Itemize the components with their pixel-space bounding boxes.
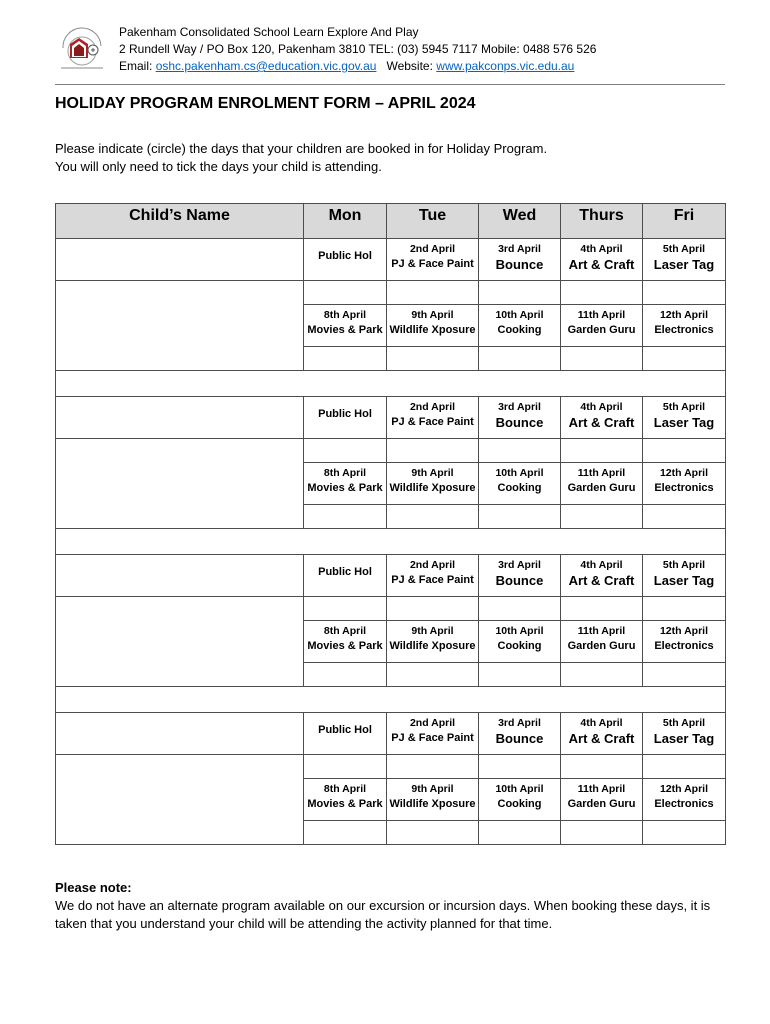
day-cell-week2-mon[interactable]	[304, 463, 387, 505]
day-date: 9th April	[411, 309, 454, 321]
child-name-cell[interactable]	[56, 281, 304, 371]
email-label: Email:	[119, 59, 153, 73]
day-activity: Bounce	[495, 731, 544, 746]
tick-cell[interactable]	[561, 663, 643, 687]
day-activity: Art & Craft	[568, 731, 635, 746]
tick-cell[interactable]	[387, 505, 479, 529]
public-holiday-label: Public Hol	[318, 724, 372, 736]
tick-cell[interactable]	[304, 281, 387, 305]
day-date: 11th April	[577, 625, 626, 637]
child-name-cell[interactable]	[56, 439, 304, 529]
day-activity: Electronics	[654, 324, 714, 336]
tick-cell[interactable]	[387, 347, 479, 371]
child-name-cell[interactable]	[56, 755, 304, 845]
day-activity: Wildlife Xposure	[389, 640, 476, 652]
day-cell-week2-fri[interactable]	[643, 621, 726, 663]
day-cell-week1-wed[interactable]	[479, 239, 561, 281]
intro-line-1: Please indicate (circle) the days that your children are booked in for Holiday Program.	[55, 141, 548, 156]
tick-cell[interactable]	[304, 439, 387, 463]
tick-cell[interactable]	[643, 663, 726, 687]
day-date: 4th April	[580, 559, 623, 571]
day-cell-week2-mon[interactable]	[304, 305, 387, 347]
day-activity: Bounce	[495, 257, 544, 272]
day-date: 8th April	[323, 467, 367, 479]
day-activity: PJ & Face Paint	[391, 416, 474, 428]
day-cell-week1-tue[interactable]	[387, 239, 479, 281]
day-cell-week2-wed[interactable]	[479, 463, 561, 505]
day-date: 12th April	[659, 625, 709, 637]
day-activity: Bounce	[495, 415, 544, 430]
tick-cell[interactable]	[479, 597, 561, 621]
day-cell-week2-wed[interactable]	[479, 779, 561, 821]
tick-cell[interactable]	[387, 821, 479, 845]
tick-cell[interactable]	[387, 755, 479, 779]
day-cell-week2-tue[interactable]	[387, 779, 479, 821]
day-date: 9th April	[411, 625, 454, 637]
day-activity: Cooking	[497, 324, 542, 336]
day-activity: Garden Guru	[567, 482, 636, 494]
day-activity: Cooking	[497, 640, 542, 652]
child-name-cell[interactable]	[56, 397, 304, 439]
enrolment-table	[55, 203, 726, 845]
tick-cell[interactable]	[561, 505, 643, 529]
day-date: 5th April	[662, 243, 706, 255]
day-activity: Cooking	[497, 482, 542, 494]
day-activity: Bounce	[495, 573, 544, 588]
day-date: 5th April	[662, 717, 706, 729]
day-cell-week2-fri[interactable]	[643, 463, 726, 505]
day-date: 2nd April	[409, 243, 456, 255]
day-activity: Laser Tag	[653, 257, 715, 272]
day-cell-week2-tue[interactable]	[387, 621, 479, 663]
day-date: 3rd April	[498, 243, 541, 255]
day-date: 11th April	[577, 783, 626, 795]
day-date: 3rd April	[498, 401, 541, 413]
tick-cell[interactable]	[561, 347, 643, 371]
tick-cell[interactable]	[643, 821, 726, 845]
day-cell-week2-wed[interactable]	[479, 621, 561, 663]
day-cell-week1-tue[interactable]	[387, 713, 479, 755]
school-address-line: 2 Rundell Way / PO Box 120, Pakenham 3810 TEL: (03) 5945 7117 Mobile: 0488 576 526	[119, 42, 597, 56]
day-date: 9th April	[411, 467, 454, 479]
tick-cell[interactable]	[643, 439, 726, 463]
tick-cell[interactable]	[561, 755, 643, 779]
day-cell-week2-mon[interactable]	[304, 779, 387, 821]
day-date: 8th April	[323, 783, 367, 795]
day-date: 11th April	[577, 467, 626, 479]
day-cell-week1-fri[interactable]	[643, 397, 726, 439]
tick-cell[interactable]	[387, 597, 479, 621]
day-activity: Movies & Park	[307, 324, 383, 336]
header-thurs: Thurs	[561, 204, 643, 239]
tick-cell[interactable]	[561, 597, 643, 621]
day-date: 10th April	[495, 783, 544, 795]
child-name-cell[interactable]	[56, 597, 304, 687]
day-activity: Movies & Park	[307, 640, 383, 652]
tick-cell[interactable]	[479, 505, 561, 529]
day-cell-week1-tue[interactable]	[387, 555, 479, 597]
day-cell-week2-thu[interactable]	[561, 779, 643, 821]
day-cell-week1-thu[interactable]	[561, 239, 643, 281]
day-cell-week1-wed[interactable]	[479, 713, 561, 755]
day-date: 3rd April	[498, 717, 541, 729]
day-activity: Wildlife Xposure	[389, 798, 476, 810]
tick-cell[interactable]	[479, 821, 561, 845]
day-activity: PJ & Face Paint	[391, 574, 474, 586]
day-date: 9th April	[411, 783, 454, 795]
day-activity: Electronics	[654, 798, 714, 810]
day-activity: Art & Craft	[568, 573, 635, 588]
day-cell-week1-thu[interactable]	[561, 713, 643, 755]
day-cell-week1-fri[interactable]	[643, 239, 726, 281]
day-date: 12th April	[659, 309, 709, 321]
day-cell-week2-thu[interactable]	[561, 463, 643, 505]
tick-cell[interactable]	[304, 597, 387, 621]
block-spacer-row	[56, 529, 726, 555]
letterhead	[55, 24, 725, 82]
day-activity: PJ & Face Paint	[391, 732, 474, 744]
school-logo-icon	[55, 24, 110, 72]
email-link[interactable]: oshc.pakenham.cs@education.vic.gov.au	[155, 59, 377, 73]
tick-cell[interactable]	[643, 597, 726, 621]
day-cell-week2-thu[interactable]	[561, 305, 643, 347]
please-note	[55, 879, 725, 933]
tick-cell[interactable]	[304, 663, 387, 687]
tick-cell[interactable]	[479, 439, 561, 463]
tick-cell[interactable]	[387, 439, 479, 463]
day-activity: Movies & Park	[307, 798, 383, 810]
tick-cell[interactable]	[479, 663, 561, 687]
day-cell-week2-tue[interactable]	[387, 463, 479, 505]
day-cell-week1-mon[interactable]	[304, 713, 387, 755]
contact-line	[119, 58, 596, 75]
tick-cell[interactable]	[387, 663, 479, 687]
day-cell-week2-thu[interactable]	[561, 621, 643, 663]
day-activity: Movies & Park	[307, 482, 383, 494]
day-date: 8th April	[323, 625, 367, 637]
day-activity: Electronics	[654, 640, 714, 652]
day-cell-week1-fri[interactable]	[643, 555, 726, 597]
day-cell-week1-mon[interactable]	[304, 555, 387, 597]
day-date: 12th April	[659, 467, 709, 479]
form-title: HOLIDAY PROGRAM ENROLMENT FORM – APRIL 2024	[55, 95, 476, 112]
tick-cell[interactable]	[479, 347, 561, 371]
day-cell-week2-fri[interactable]	[643, 305, 726, 347]
tick-cell[interactable]	[561, 281, 643, 305]
day-date: 12th April	[659, 783, 709, 795]
header-childs-name: Child’s Name	[56, 204, 304, 239]
tick-cell[interactable]	[643, 755, 726, 779]
day-activity: PJ & Face Paint	[391, 258, 474, 270]
header-fri: Fri	[643, 204, 726, 239]
intro-line-2: You will only need to tick the days your child is attending.	[55, 159, 382, 174]
day-date: 4th April	[580, 401, 623, 413]
day-cell-week1-mon[interactable]	[304, 397, 387, 439]
tick-cell[interactable]	[304, 755, 387, 779]
day-cell-week1-wed[interactable]	[479, 555, 561, 597]
day-activity: Garden Guru	[567, 798, 636, 810]
tick-cell[interactable]	[643, 347, 726, 371]
day-date: 4th April	[580, 243, 623, 255]
school-name-line: Pakenham Consolidated School Learn Explore And Play	[119, 25, 419, 39]
day-date: 2nd April	[409, 559, 456, 571]
day-cell-week1-wed[interactable]	[479, 397, 561, 439]
day-activity: Laser Tag	[653, 573, 715, 588]
day-date: 5th April	[662, 401, 706, 413]
day-cell-week1-mon[interactable]	[304, 239, 387, 281]
day-date: 2nd April	[409, 401, 456, 413]
public-holiday-label: Public Hol	[318, 408, 372, 420]
day-date: 11th April	[577, 309, 626, 321]
website-link[interactable]: www.pakconps.vic.edu.au	[436, 59, 575, 73]
child-name-cell[interactable]	[56, 555, 304, 597]
child-name-cell[interactable]	[56, 239, 304, 281]
day-cell-week2-fri[interactable]	[643, 779, 726, 821]
day-date: 8th April	[323, 309, 367, 321]
website-label: Website:	[386, 59, 433, 73]
tick-cell[interactable]	[479, 281, 561, 305]
header-mon: Mon	[304, 204, 387, 239]
day-cell-week1-thu[interactable]	[561, 555, 643, 597]
tick-cell[interactable]	[304, 347, 387, 371]
note-heading: Please note:	[55, 880, 132, 895]
day-date: 10th April	[495, 625, 544, 637]
day-activity: Art & Craft	[568, 415, 635, 430]
public-holiday-label: Public Hol	[318, 566, 372, 578]
tick-cell[interactable]	[479, 755, 561, 779]
day-activity: Garden Guru	[567, 324, 636, 336]
day-cell-week1-tue[interactable]	[387, 397, 479, 439]
day-activity: Cooking	[497, 798, 542, 810]
day-cell-week2-tue[interactable]	[387, 305, 479, 347]
day-date: 10th April	[495, 309, 544, 321]
tick-cell[interactable]	[304, 821, 387, 845]
header-divider	[55, 84, 725, 85]
day-date: 4th April	[580, 717, 623, 729]
child-name-cell[interactable]	[56, 713, 304, 755]
header-wed: Wed	[479, 204, 561, 239]
day-activity: Wildlife Xposure	[389, 482, 476, 494]
day-activity: Laser Tag	[653, 731, 715, 746]
tick-cell[interactable]	[643, 505, 726, 529]
day-date: 3rd April	[498, 559, 541, 571]
public-holiday-label: Public Hol	[318, 250, 372, 262]
block-spacer-row	[56, 371, 726, 397]
day-cell-week1-fri[interactable]	[643, 713, 726, 755]
day-date: 5th April	[662, 559, 706, 571]
tick-cell[interactable]	[643, 281, 726, 305]
day-activity: Laser Tag	[653, 415, 715, 430]
day-activity: Wildlife Xposure	[389, 324, 476, 336]
day-cell-week1-thu[interactable]	[561, 397, 643, 439]
day-cell-week2-wed[interactable]	[479, 305, 561, 347]
tick-cell[interactable]	[387, 281, 479, 305]
header-tue: Tue	[387, 204, 479, 239]
day-date: 10th April	[495, 467, 544, 479]
day-activity: Art & Craft	[568, 257, 635, 272]
tick-cell[interactable]	[304, 505, 387, 529]
intro-text	[55, 140, 547, 176]
tick-cell[interactable]	[561, 821, 643, 845]
note-text: We do not have an alternate program available on our excursion or incursion days. When booking these days, it is taken that you understand your child will be attending the activity planned for that time.	[55, 898, 711, 931]
tick-cell[interactable]	[561, 439, 643, 463]
day-activity: Electronics	[654, 482, 714, 494]
day-activity: Garden Guru	[567, 640, 636, 652]
day-cell-week2-mon[interactable]	[304, 621, 387, 663]
day-date: 2nd April	[409, 717, 456, 729]
block-spacer-row	[56, 687, 726, 713]
